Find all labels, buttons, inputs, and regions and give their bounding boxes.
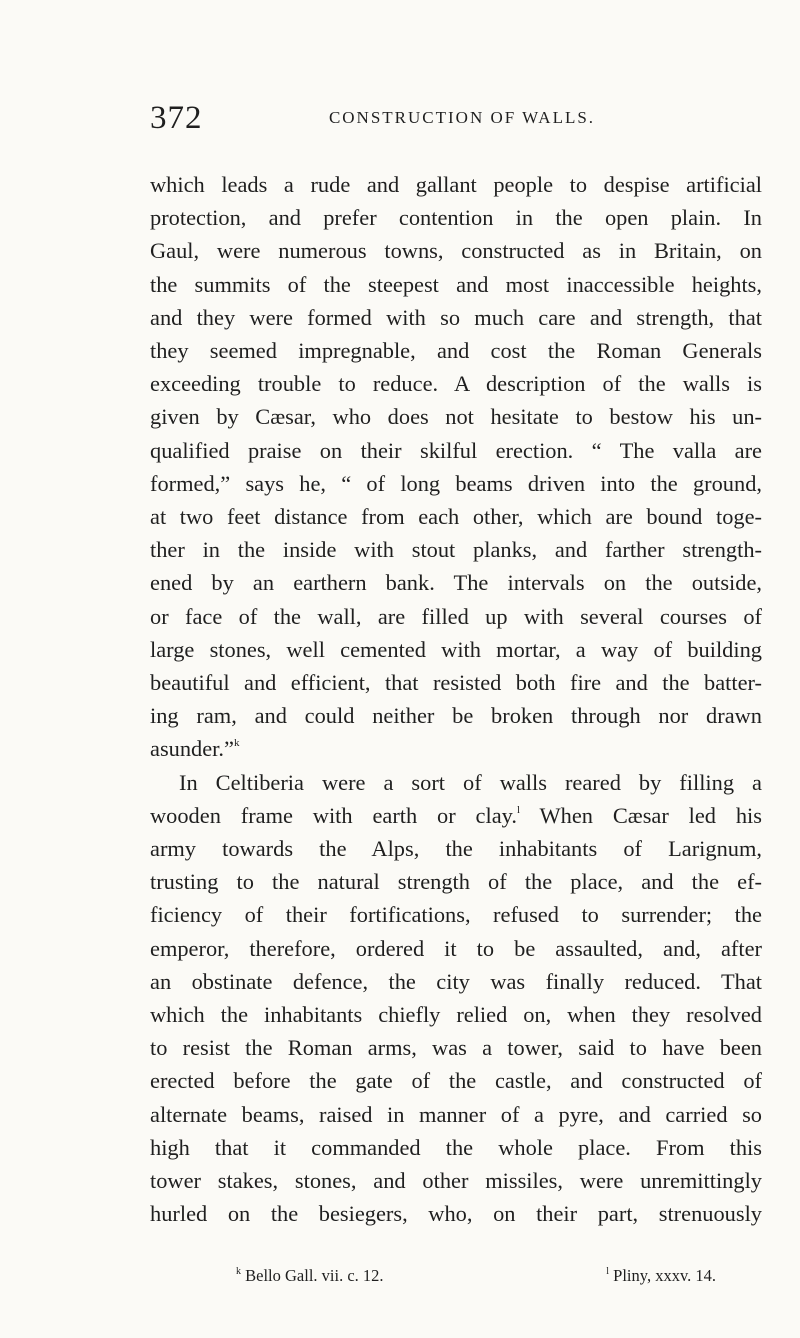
footnote-k <box>236 1264 384 1288</box>
text-line: alternate beams, raised in manner of a pyre, and carried so <box>150 1101 762 1127</box>
footnotes <box>236 1264 716 1288</box>
footnote-text: Pliny, xxxv. 14. <box>609 1266 716 1285</box>
footnote-l <box>606 1264 716 1288</box>
text-line: qualified praise on their skilful erection. “ The valla are <box>150 437 762 463</box>
text-line: high that it commanded the whole place. From this <box>150 1134 762 1160</box>
footnote-ref: k <box>233 737 240 750</box>
text-line: the summits of the steepest and most inaccessible heights, <box>150 271 762 297</box>
text-line: which the inhabitants chiefly relied on, when they resolved <box>150 1002 762 1028</box>
page-number: 372 <box>150 100 203 136</box>
text-line: trusting to the natural strength of the place, and the ef- <box>150 869 762 895</box>
text-fragment: When Cæsar led his <box>520 802 762 828</box>
text-line: army towards the Alps, the inhabitants of Larignum, <box>150 836 762 862</box>
text-line: hurled on the besiegers, who, on their part, strenuously <box>150 1201 762 1227</box>
text-line: erected before the gate of the castle, and constructed of <box>150 1068 762 1094</box>
footnote-mark: k <box>236 1266 241 1277</box>
text-line: ing ram, and could neither be broken through nor drawn <box>150 703 762 729</box>
text-fragment: wooden frame with earth or clay. <box>150 802 517 828</box>
text-line: tower stakes, stones, and other missiles, were unremittingly <box>150 1168 762 1194</box>
text-line: ened by an earthern bank. The intervals on the outside, <box>150 570 762 596</box>
footnote-text: Bello Gall. vii. c. 12. <box>241 1266 384 1285</box>
paragraph-1 <box>150 168 762 766</box>
text-line: given by Cæsar, who does not hesitate to bestow his un- <box>150 404 762 430</box>
footnote-mark: l <box>606 1266 610 1277</box>
text-line: ther in the inside with stout planks, and farther strength- <box>150 537 762 563</box>
text-line: In Celtiberia were a sort of walls reared by filling a <box>179 769 762 795</box>
text-line: ficiency of their fortifications, refused to surrender; the <box>150 902 762 928</box>
footnote-ref: l <box>517 803 521 816</box>
text-line: beautiful and efficient, that resisted both fire and the batter- <box>150 670 762 696</box>
text-line: Gaul, were numerous towns, constructed as in Britain, on <box>150 238 762 264</box>
text-line: and they were formed with so much care and strength, that <box>150 304 762 330</box>
text-line: an obstinate defence, the city was finally reduced. That <box>150 968 762 994</box>
text-line: at two feet distance from each other, which are bound toge- <box>150 504 762 530</box>
text-line: which leads a rude and gallant people to despise artificial <box>150 172 762 197</box>
page-header <box>150 98 762 138</box>
text-line: large stones, well cemented with mortar, a way of building <box>150 636 762 662</box>
running-head: CONSTRUCTION OF WALLS. <box>328 108 596 127</box>
text-line: to resist the Roman arms, was a tower, said to have been <box>150 1035 762 1061</box>
text-fragment: asunder.” <box>150 736 234 762</box>
text-line <box>150 799 762 832</box>
body-text <box>150 168 762 1231</box>
text-line: or face of the wall, are filled up with several courses of <box>150 603 762 629</box>
text-line: formed,” says he, “ of long beams driven into the ground, <box>150 470 762 496</box>
text-line <box>150 732 762 765</box>
text-line: protection, and prefer contention in the open plain. In <box>150 205 762 231</box>
text-line: they seemed impregnable, and cost the Roman Generals <box>150 338 762 364</box>
text-line: exceeding trouble to reduce. A description of the walls is <box>150 371 762 397</box>
paragraph-2 <box>150 766 762 1231</box>
text-line: emperor, therefore, ordered it to be assaulted, and, after <box>150 935 762 961</box>
